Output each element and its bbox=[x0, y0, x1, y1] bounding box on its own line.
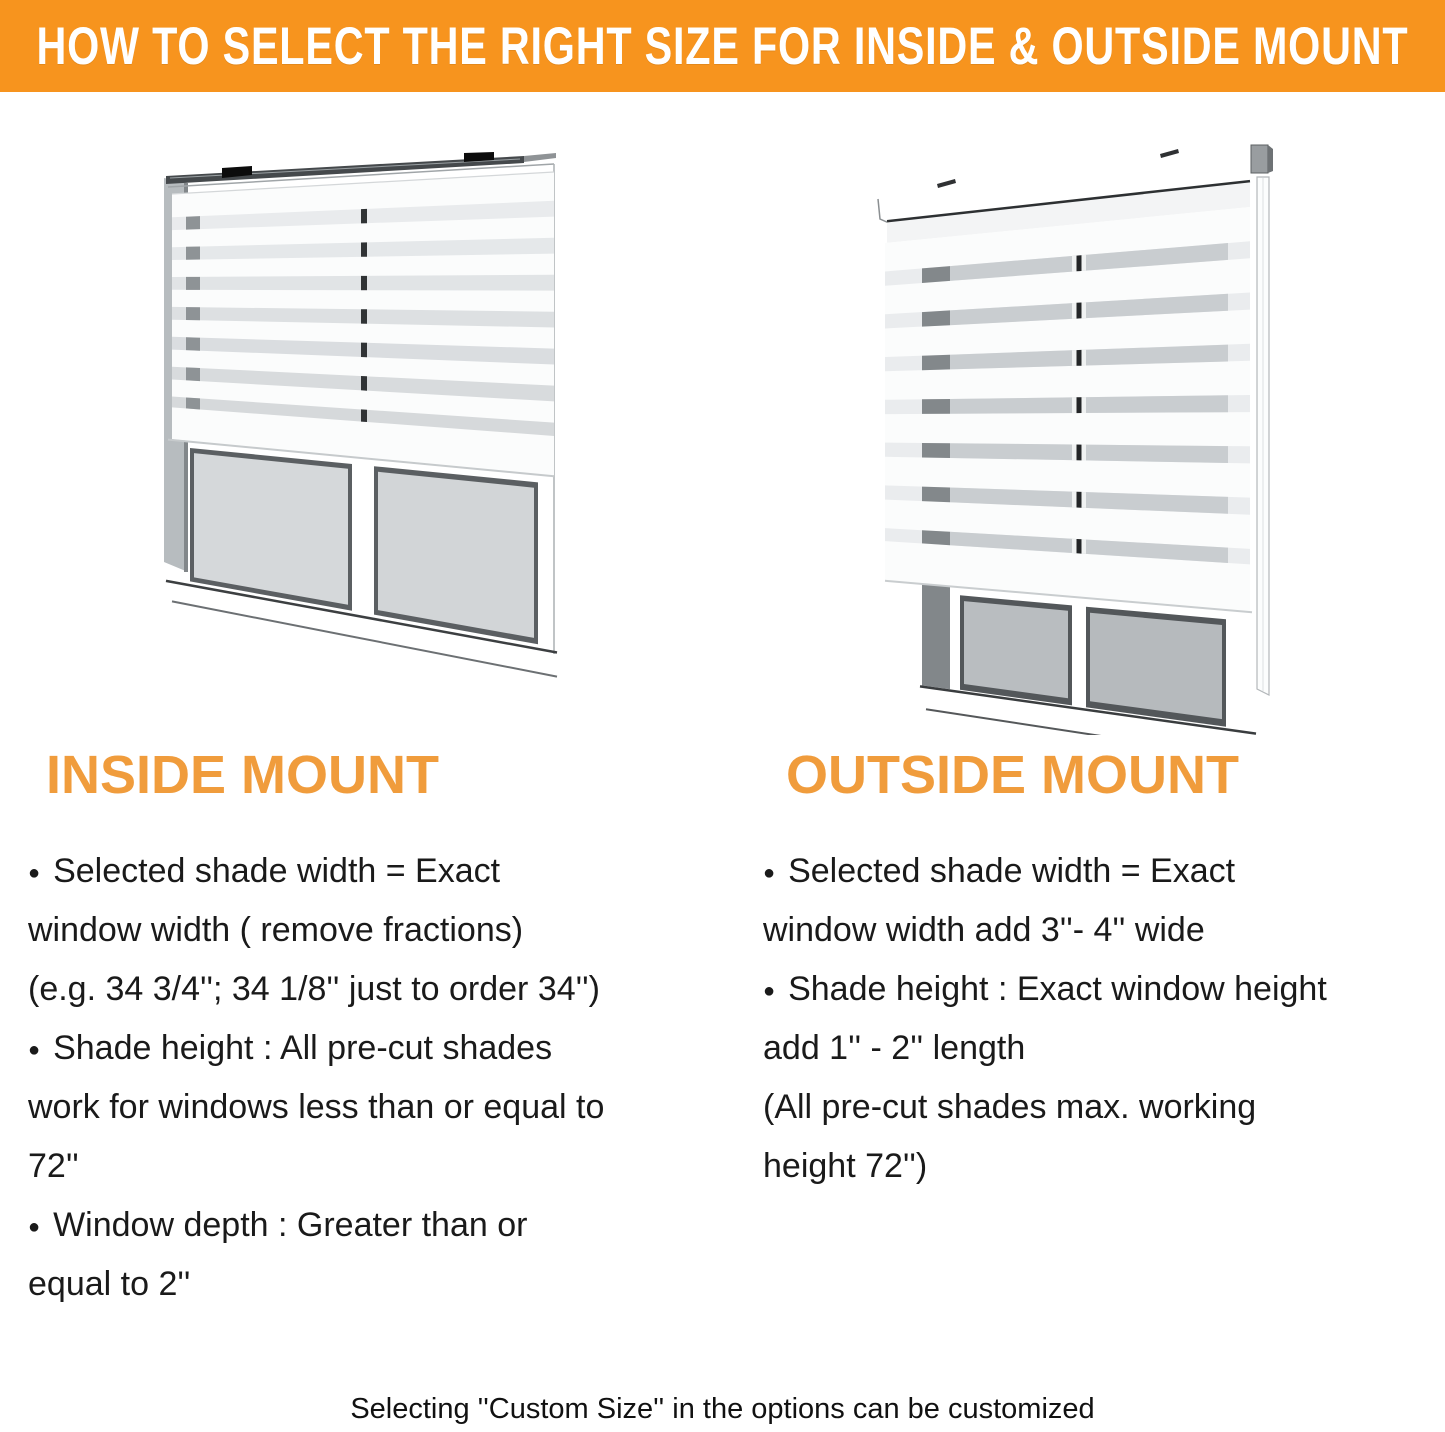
line-text: work for windows less than or equal to bbox=[28, 1088, 605, 1126]
outside-mount-illustration bbox=[860, 135, 1360, 735]
footer-note: Selecting ''Custom Size'' in the options can be customized bbox=[350, 1393, 1095, 1425]
line-text: equal to 2'' bbox=[28, 1265, 191, 1303]
bullet-dot: ● bbox=[28, 862, 41, 884]
text-line bbox=[763, 1078, 1443, 1137]
line-text: window width ( remove fractions) bbox=[28, 911, 524, 949]
zebra-shade bbox=[885, 181, 1252, 612]
text-line bbox=[763, 901, 1443, 960]
line-text: Window depth : Greater than or bbox=[53, 1206, 528, 1244]
line-text: Selected shade width = Exact bbox=[53, 852, 501, 890]
outside-mount-instructions bbox=[763, 842, 1443, 1196]
text-line bbox=[28, 1137, 728, 1196]
zebra-shade bbox=[168, 172, 554, 476]
text-line bbox=[28, 960, 728, 1019]
bullet-dot: ● bbox=[763, 980, 776, 1002]
banner-title: HOW TO SELECT THE RIGHT SIZE FOR INSIDE & OUTSIDE MOUNT bbox=[36, 16, 1409, 76]
line-text: (All pre-cut shades max. working bbox=[763, 1088, 1257, 1126]
text-line bbox=[28, 1255, 728, 1314]
bullet-line bbox=[28, 1019, 728, 1078]
bullet-dot: ● bbox=[28, 1216, 41, 1238]
mounting-hardware bbox=[1251, 145, 1273, 695]
text-line bbox=[763, 1019, 1443, 1078]
inside-mount-heading: INSIDE MOUNT bbox=[46, 745, 440, 805]
bullet-dot: ● bbox=[763, 862, 776, 884]
inside-mount-illustration bbox=[158, 152, 558, 702]
line-text: height 72'') bbox=[763, 1147, 928, 1185]
bullet-line bbox=[763, 842, 1443, 901]
bullet-dot: ● bbox=[28, 1039, 41, 1061]
bullet-line bbox=[763, 960, 1443, 1019]
line-text: add 1'' - 2'' length bbox=[763, 1029, 1026, 1067]
line-text: 72'' bbox=[28, 1147, 79, 1185]
line-text: Shade height : Exact window height bbox=[788, 970, 1327, 1008]
banner bbox=[0, 0, 1445, 92]
text-line bbox=[28, 1078, 728, 1137]
line-text: Selected shade width = Exact bbox=[788, 852, 1236, 890]
line-text: window width add 3''- 4'' wide bbox=[763, 911, 1205, 949]
bullet-line bbox=[28, 842, 728, 901]
text-line bbox=[763, 1137, 1443, 1196]
line-text: Shade height : All pre-cut shades bbox=[53, 1029, 553, 1067]
text-line bbox=[28, 901, 728, 960]
outside-mount-heading: OUTSIDE MOUNT bbox=[786, 745, 1239, 805]
inside-mount-instructions bbox=[28, 842, 728, 1314]
line-text: (e.g. 34 3/4''; 34 1/8'' just to order 34'') bbox=[28, 970, 600, 1008]
bullet-line bbox=[28, 1196, 728, 1255]
